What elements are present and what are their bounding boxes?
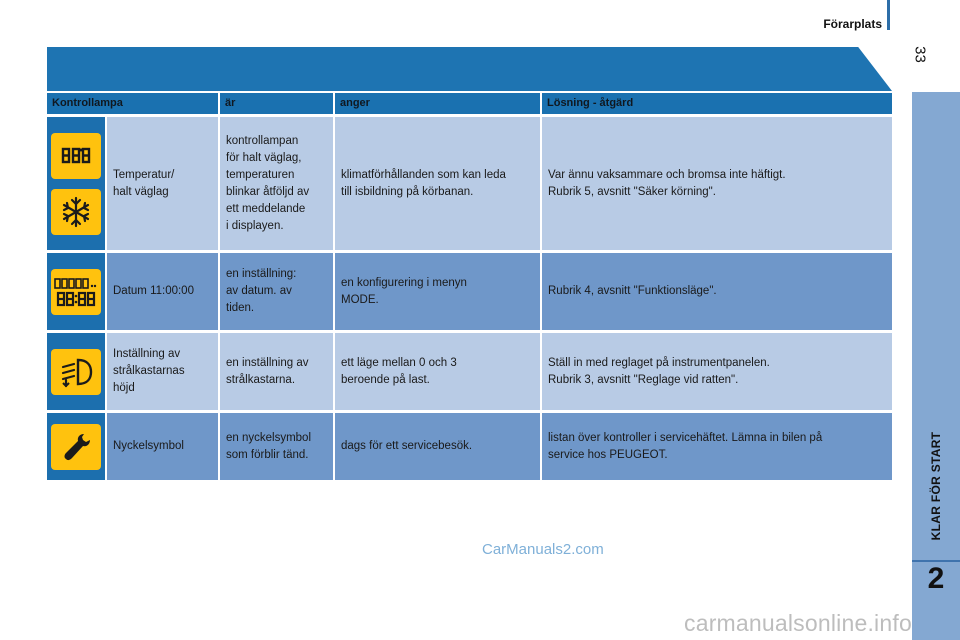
snowflake-icon	[51, 189, 101, 235]
chapter-name: KLAR FÖR START	[929, 431, 943, 541]
lamp-meaning: ett läge mellan 0 och 3 beroende på last.	[335, 333, 542, 410]
lamp-state: en inställning: av datum. av tiden.	[220, 253, 335, 330]
lamp-action: Ställ in med reglaget på instrumentpanelen. Rubrik 3, avsnitt "Reglage vid ratten".	[542, 333, 892, 410]
lamp-state: en nyckelsymbol som förblir tänd.	[220, 413, 335, 480]
wrench-icon	[51, 424, 101, 470]
temperature-display-icon	[51, 133, 101, 179]
watermark-primary: CarManuals2.com	[482, 541, 604, 558]
lamp-state: en inställning av strålkastarna.	[220, 333, 335, 410]
headlamp-adjust-icon	[51, 349, 101, 395]
table-row	[47, 117, 892, 250]
lamp-icons	[47, 333, 107, 410]
lamp-name: Temperatur/ halt väglag	[107, 117, 220, 250]
header-meaning: anger	[335, 93, 542, 114]
table-row	[47, 333, 892, 410]
lamp-action: Var ännu vaksammare och bromsa inte häftigt. Rubrik 5, avsnitt "Säker körning".	[542, 117, 892, 250]
lamp-name: Inställning av strålkastarnas höjd	[107, 333, 220, 410]
date-time-display-icon	[51, 269, 101, 315]
header-state: är	[220, 93, 335, 114]
lamp-action: listan över kontroller i servicehäftet. Lämna in bilen på service hos PEUGEOT.	[542, 413, 892, 480]
lamp-meaning: en konfigurering i menyn MODE.	[335, 253, 542, 330]
lamp-icons	[47, 117, 107, 250]
section-banner	[47, 47, 892, 91]
table-row	[47, 253, 892, 330]
watermark-secondary: carmanualsonline.info	[684, 610, 912, 636]
table-row	[47, 413, 892, 480]
header-lamp: Kontrollampa	[47, 93, 220, 114]
lamp-meaning: dags för ett servicebesök.	[335, 413, 542, 480]
section-title: Förarplats	[823, 17, 882, 31]
header-rule	[887, 0, 890, 30]
chapter-side-tab	[912, 92, 960, 640]
table-header	[47, 93, 892, 114]
warning-lamp-table	[47, 93, 892, 480]
lamp-name: Nyckelsymbol	[107, 413, 220, 480]
header-action: Lösning - åtgärd	[547, 97, 634, 109]
lamp-icons	[47, 413, 107, 480]
lamp-meaning: klimatförhållanden som kan leda till isbildning på körbanan.	[335, 117, 542, 250]
lamp-state: kontrollampan för halt väglag, temperaturen blinkar åtföljd av ett meddelande i displayen.	[220, 117, 335, 250]
lamp-action: Rubrik 4, avsnitt "Funktionsläge".	[542, 253, 892, 330]
lamp-icons	[47, 253, 107, 330]
chapter-number: 2	[927, 562, 945, 595]
lamp-name: Datum 11:00:00	[107, 253, 220, 330]
page-number: 33	[911, 46, 929, 63]
